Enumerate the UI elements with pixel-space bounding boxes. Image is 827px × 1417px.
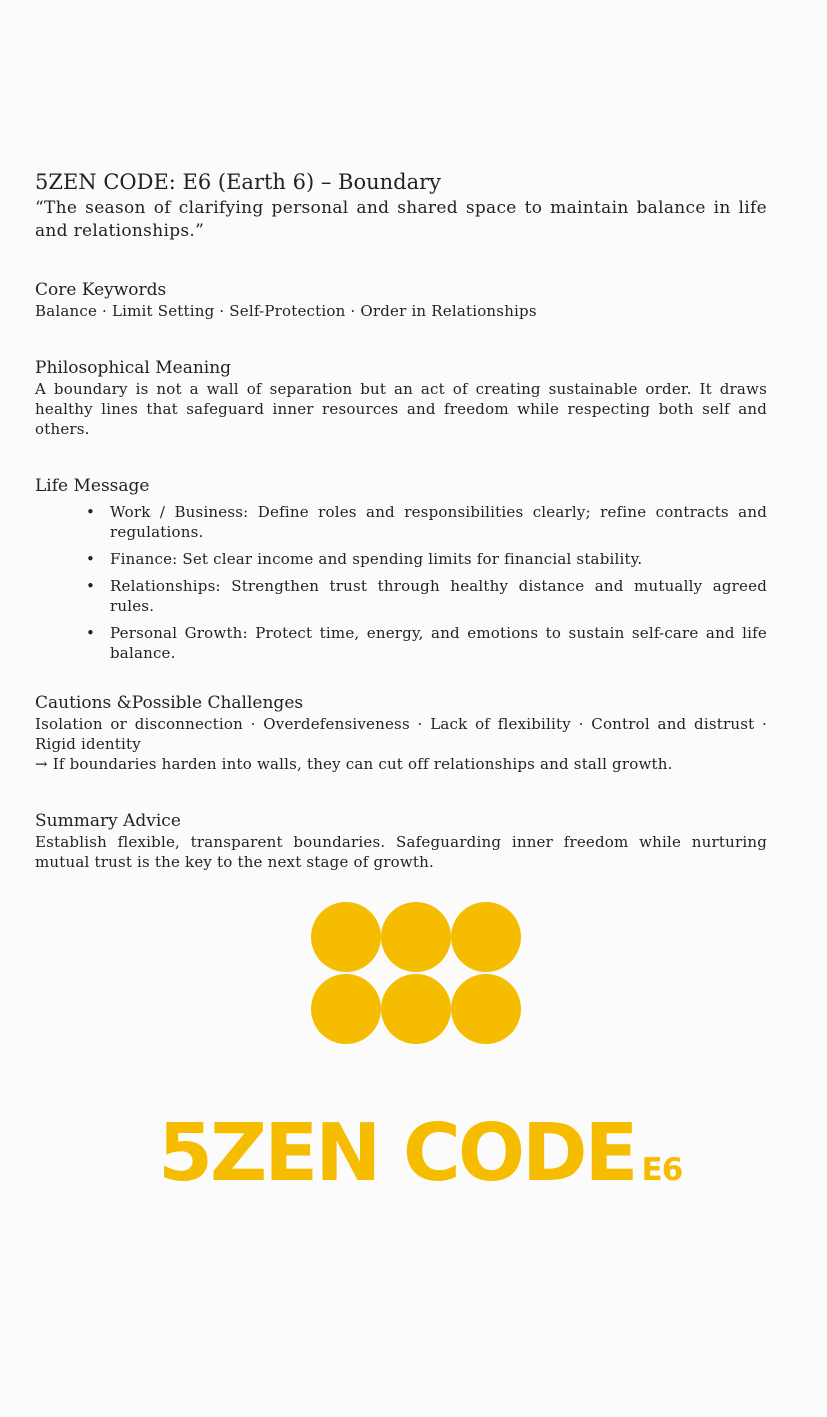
bullet-icon: • [86, 550, 96, 568]
brand-code: E6 [641, 1152, 683, 1188]
list-item-text: Finance: Set clear income and spending limits for financial stability. [110, 550, 643, 568]
six-circles-logo-icon [311, 902, 521, 1044]
list-item-text: Personal Growth: Protect time, energy, and emotions to sustain self-care and life balance. [110, 624, 767, 662]
circle-icon [381, 902, 451, 972]
section-text: Balance · Limit Setting · Self-Protection · Order in Relationships [35, 302, 537, 320]
section-heading: Life Message [35, 476, 150, 496]
section-heading: Core Keywords [35, 280, 167, 300]
section-heading: Philosophical Meaning [35, 358, 232, 378]
brand-logo [158, 1108, 682, 1215]
circle-icon [311, 902, 381, 972]
list-item [86, 502, 767, 542]
tagline-quote: “The season of clarifying personal and shared space to maintain balance in life and relationships.” [35, 198, 767, 241]
circle-icon [451, 902, 521, 972]
core-keywords-section [35, 279, 767, 321]
circle-icon [451, 974, 521, 1044]
list-item-text: Relationships: Strengthen trust through healthy distance and mutually agreed rules. [110, 577, 767, 615]
section-text: Establish flexible, transparent boundaries. Safeguarding inner freedom while nurturing mutual trust is the key to the next stage of growth. [35, 833, 767, 871]
section-heading: Cautions &Possible Challenges [35, 693, 304, 713]
bullet-icon: • [86, 624, 96, 642]
circle-icon [381, 974, 451, 1044]
philosophical-meaning-section [35, 357, 767, 439]
list-item [86, 623, 767, 663]
caution-arrow-text: → If boundaries harden into walls, they can cut off relationships and stall growth. [35, 755, 673, 773]
page-title: 5ZEN CODE: E6 (Earth 6) – Boundary [35, 170, 442, 194]
life-message-list [35, 502, 767, 663]
circle-icon [311, 974, 381, 1044]
bullet-icon: • [86, 503, 96, 521]
section-heading: Summary Advice [35, 811, 181, 831]
section-text: Isolation or disconnection · Overdefensiveness · Lack of flexibility · Control and distrust · Rigid identity [35, 715, 767, 753]
list-item [86, 549, 767, 569]
cautions-section [35, 692, 767, 774]
life-message-section [35, 475, 767, 663]
document-content [35, 168, 767, 872]
bullet-icon: • [86, 577, 96, 595]
list-item-text: Work / Business: Define roles and responsibilities clearly; refine contracts and regulations. [110, 503, 767, 541]
brand-name: 5ZEN CODE [158, 1107, 636, 1199]
section-text: A boundary is not a wall of separation but an act of creating sustainable order. It draws healthy lines that safeguard inner resources and freedom while respecting both self and others. [35, 380, 767, 438]
list-item [86, 576, 767, 616]
summary-section [35, 810, 767, 872]
